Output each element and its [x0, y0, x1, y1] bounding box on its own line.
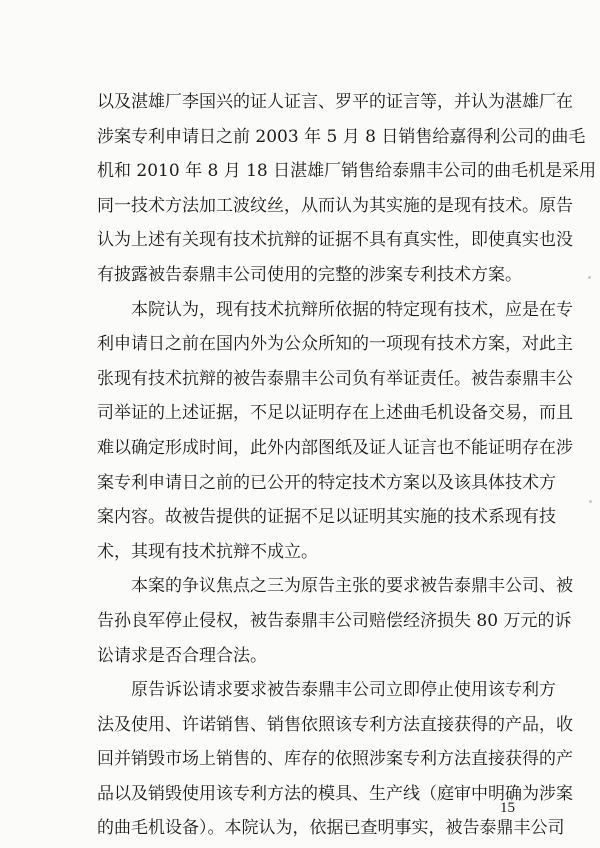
scan-speck — [589, 500, 592, 503]
text-line: 张现有技术抗辩的被告泰鼎丰公司负有举证责任。被告泰鼎丰公 — [97, 368, 573, 389]
text-line: 利申请日之前在国内外为公众所知的一项现有技术方案，对此主 — [97, 334, 573, 355]
text-line: 原告诉讼请求要求被告泰鼎丰公司立即停止使用该专利方 — [131, 680, 556, 701]
scan-speck — [588, 276, 591, 279]
paragraph — [97, 293, 573, 570]
text-line: 讼请求是否合理合法。 — [97, 645, 267, 666]
paragraph — [97, 85, 597, 293]
text-line: 案专利申请日之前的已公开的特定技术方案以及该具体技术方 — [97, 472, 556, 493]
text-line: 法及使用、许诺销售、销售依照该专利方法直接获得的产品，收 — [97, 714, 573, 735]
text-line: 本院认为，现有技术抗辩所依据的特定现有技术，应是在专 — [131, 299, 573, 320]
text-line: 难以确定形成时间，此外内部图纸及证人证言也不能证明存在涉 — [97, 437, 573, 458]
text-line: 机和 2010 年 8 月 18 日湛雄厂销售给泰鼎丰公司的曲毛机是采用 — [97, 161, 597, 182]
paragraph — [97, 569, 573, 673]
text-line: 有披露被告泰鼎丰公司使用的完整的涉案专利技术方案。 — [97, 264, 522, 285]
text-line: 认为上述有关现有技术抗辩的证据不具有真实性，即使真实也没 — [97, 230, 573, 251]
text-line: 回并销毁市场上销售的、库存的依照涉案专利方法直接获得的产 — [97, 749, 573, 770]
text-line: 品以及销毁使用该专利方法的模具、生产线（庭审中明确为涉案 — [97, 783, 573, 804]
page-number: 15 — [500, 800, 515, 816]
text-line: 以及湛雄厂李国兴的证人证言、罗平的证言等，并认为湛雄厂在 — [97, 92, 573, 112]
text-line: 案内容。故被告提供的证据不足以证明其实施的技术系现有技 — [97, 507, 556, 528]
text-line: 告孙良军停止侵权，被告泰鼎丰公司赔偿经济损失 80 万元的诉 — [97, 610, 572, 631]
text-line: 的曲毛机设备）。本院认为，依据已查明事实，被告泰鼎丰公司 — [97, 818, 565, 839]
text-line: 涉案专利申请日之前 2003 年 5 月 8 日销售给嘉得利公司的曲毛 — [97, 126, 586, 147]
text-line: 司举证的上述证据，不足以证明存在上述曲毛机设备交易，而且 — [97, 403, 573, 424]
document-body — [97, 85, 597, 846]
text-line: 本案的争议焦点之三为原告主张的要求被告泰鼎丰公司、被 — [131, 576, 573, 597]
text-line: 同一技术方法加工波纹丝，从而认为其实施的是现有技术。原告 — [97, 195, 573, 216]
text-line: 术，其现有技术抗辩不成立。 — [97, 541, 318, 562]
paragraph — [97, 673, 573, 846]
